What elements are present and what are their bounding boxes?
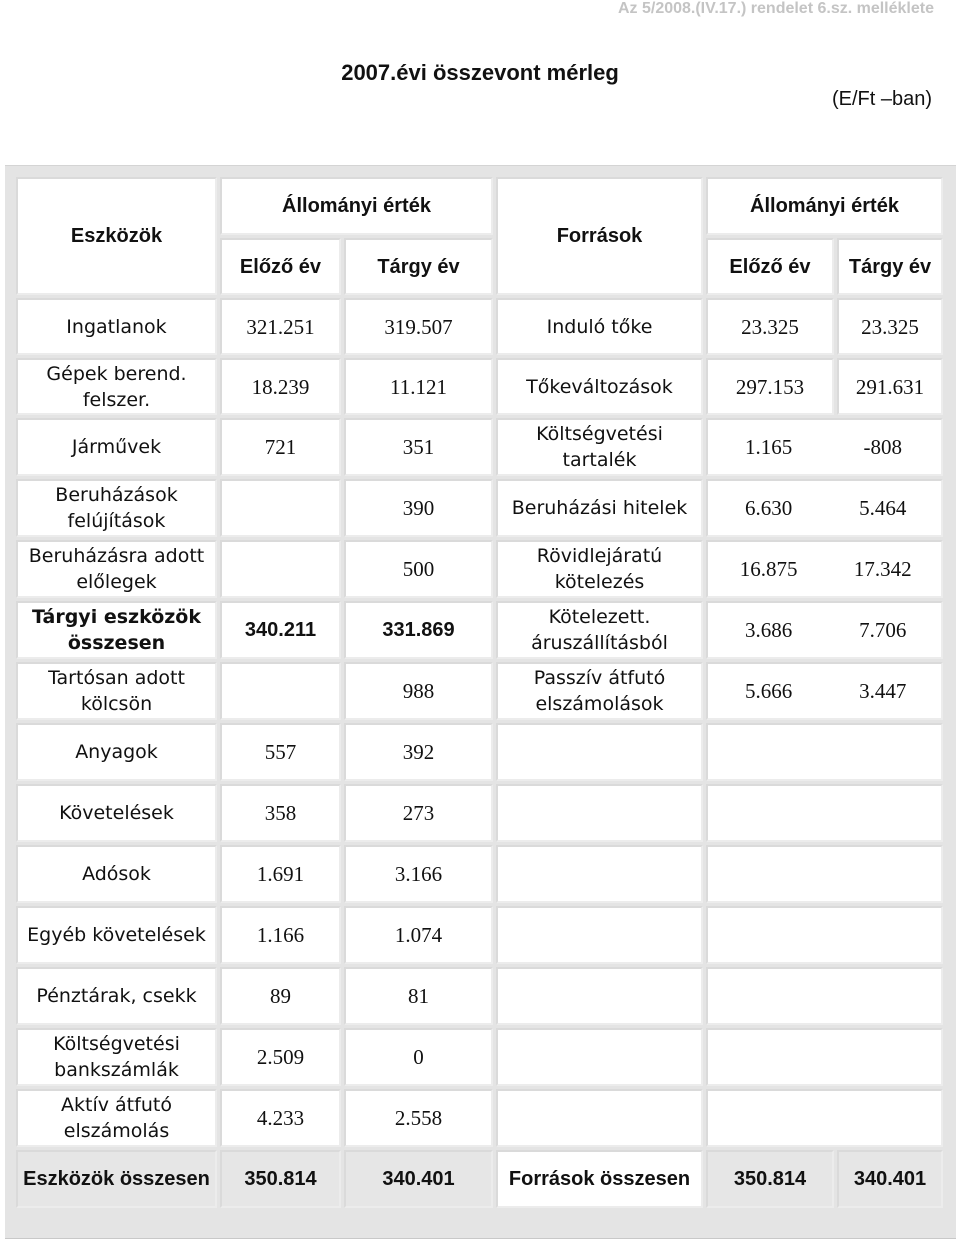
sources-header: Források [496, 177, 703, 295]
source-name: Tőkeváltozások [496, 358, 703, 415]
asset-prev-value: 721 [220, 418, 341, 476]
assets-total-prev: 350.814 [220, 1150, 341, 1208]
assets-header: Eszközök [16, 177, 217, 295]
source-name [496, 723, 703, 781]
source-values-pair [706, 1089, 943, 1147]
source-name: Beruházási hitelek [496, 479, 703, 537]
asset-prev-value: 1.691 [220, 845, 341, 903]
sources-stock-value-header: Állományi érték [706, 177, 943, 235]
source-prev-value: 1.165 [744, 435, 793, 459]
assets-prev-year-header: Előző év [220, 238, 341, 295]
asset-name: Költségvetési bankszámlák [16, 1028, 217, 1086]
source-prev-value: 297.153 [706, 358, 834, 415]
sources-total-label: Források összesen [496, 1150, 703, 1208]
source-prev-value: 6.630 [744, 496, 793, 520]
source-values-pair [706, 845, 943, 903]
asset-prev-value: 4.233 [220, 1089, 341, 1147]
source-values-pair [706, 784, 943, 842]
source-prev-value: 3.686 [744, 618, 793, 642]
asset-name: Beruházások felújítások [16, 479, 217, 537]
sources-total-curr: 340.401 [837, 1150, 943, 1208]
source-name [496, 845, 703, 903]
asset-curr-value: 11.121 [344, 358, 493, 415]
page-title: 2007.évi összevont mérleg [341, 60, 619, 85]
asset-name: Anyagok [16, 723, 217, 781]
asset-prev-value: 1.166 [220, 906, 341, 964]
asset-name: Járművek [16, 418, 217, 476]
asset-curr-value: 319.507 [344, 298, 493, 355]
source-curr-value: 5.464 [859, 496, 907, 520]
source-prev-value: 16.875 [739, 557, 798, 581]
asset-name: Pénztárak, csekk [16, 967, 217, 1025]
asset-curr-value: 273 [344, 784, 493, 842]
table-row [16, 662, 943, 720]
source-values-pair [706, 967, 943, 1025]
table-row [16, 418, 943, 476]
table-row [16, 601, 943, 659]
source-values-pair [706, 601, 943, 659]
source-name: Induló tőke [496, 298, 703, 355]
source-name: Passzív átfutó elszámolások [496, 662, 703, 720]
source-name [496, 1028, 703, 1086]
asset-prev-value: 321.251 [220, 298, 341, 355]
source-values-pair [706, 723, 943, 781]
source-curr-value: 291.631 [837, 358, 943, 415]
table-row [16, 358, 943, 415]
asset-curr-value: 351 [344, 418, 493, 476]
asset-prev-value: 2.509 [220, 1028, 341, 1086]
source-curr-value: -808 [863, 435, 902, 459]
asset-prev-value: 557 [220, 723, 341, 781]
table-row [16, 540, 943, 598]
source-values-pair [706, 540, 943, 598]
source-curr-value: 23.325 [837, 298, 943, 355]
totals-row [16, 1150, 943, 1208]
table-row [16, 298, 943, 355]
asset-curr-value: 988 [344, 662, 493, 720]
asset-prev-value: 89 [220, 967, 341, 1025]
asset-curr-value: 0 [344, 1028, 493, 1086]
table-row [16, 845, 943, 903]
asset-prev-value: 358 [220, 784, 341, 842]
source-values-pair [706, 1028, 943, 1086]
source-prev-value: 23.325 [706, 298, 834, 355]
asset-name: Gépek berend. felszer. [16, 358, 217, 415]
source-values-pair [706, 418, 943, 476]
source-values-pair [706, 662, 943, 720]
asset-prev-value [220, 479, 341, 537]
asset-name: Egyéb követelések [16, 906, 217, 964]
asset-name: Követelések [16, 784, 217, 842]
source-name [496, 906, 703, 964]
source-curr-value: 3.447 [859, 679, 907, 703]
asset-prev-value [220, 662, 341, 720]
asset-name: Tartósan adott kölcsön [16, 662, 217, 720]
assets-curr-year-header: Tárgy év [344, 238, 493, 295]
asset-prev-value [220, 540, 341, 598]
asset-prev-value: 18.239 [220, 358, 341, 415]
source-curr-value: 7.706 [859, 618, 907, 642]
assets-total-label: Eszközök összesen [16, 1150, 217, 1208]
table-row [16, 1089, 943, 1147]
source-values-pair [706, 479, 943, 537]
asset-curr-value: 331.869 [344, 601, 493, 659]
asset-name: Adósok [16, 845, 217, 903]
unit-label: (E/Ft –ban) [831, 88, 932, 110]
asset-prev-value: 340.211 [220, 601, 341, 659]
asset-curr-value: 390 [344, 479, 493, 537]
sources-prev-year-header: Előző év [706, 238, 834, 295]
table-row [16, 784, 943, 842]
source-name: Költségvetési tartalék [496, 418, 703, 476]
source-name: Rövidlejáratú kötelezés [496, 540, 703, 598]
source-curr-value: 17.342 [853, 557, 912, 581]
assets-stock-value-header: Állományi érték [220, 177, 493, 235]
asset-curr-value: 81 [344, 967, 493, 1025]
asset-name: Tárgyi eszközök összesen [16, 601, 217, 659]
table-row [16, 723, 943, 781]
table-row [16, 1028, 943, 1086]
asset-name: Aktív átfutó elszámolás [16, 1089, 217, 1147]
source-name [496, 784, 703, 842]
asset-curr-value: 2.558 [344, 1089, 493, 1147]
asset-curr-value: 500 [344, 540, 493, 598]
source-name [496, 1089, 703, 1147]
asset-name: Ingatlanok [16, 298, 217, 355]
table-row [16, 906, 943, 964]
asset-curr-value: 3.166 [344, 845, 493, 903]
source-name [496, 967, 703, 1025]
source-name: Kötelezett. áruszállításból [496, 601, 703, 659]
table-row [16, 479, 943, 537]
source-prev-value: 5.666 [744, 679, 793, 703]
balance-sheet-table [13, 174, 946, 1211]
assets-total-curr: 340.401 [344, 1150, 493, 1208]
asset-curr-value: 1.074 [344, 906, 493, 964]
decree-reference: Az 5/2008.(IV.17.) rendelet 6.sz. melléklete [617, 0, 934, 17]
sources-total-prev: 350.814 [706, 1150, 834, 1208]
asset-name: Beruházásra adott előlegek [16, 540, 217, 598]
table-row [16, 967, 943, 1025]
source-values-pair [706, 906, 943, 964]
sources-curr-year-header: Tárgy év [837, 238, 943, 295]
asset-curr-value: 392 [344, 723, 493, 781]
